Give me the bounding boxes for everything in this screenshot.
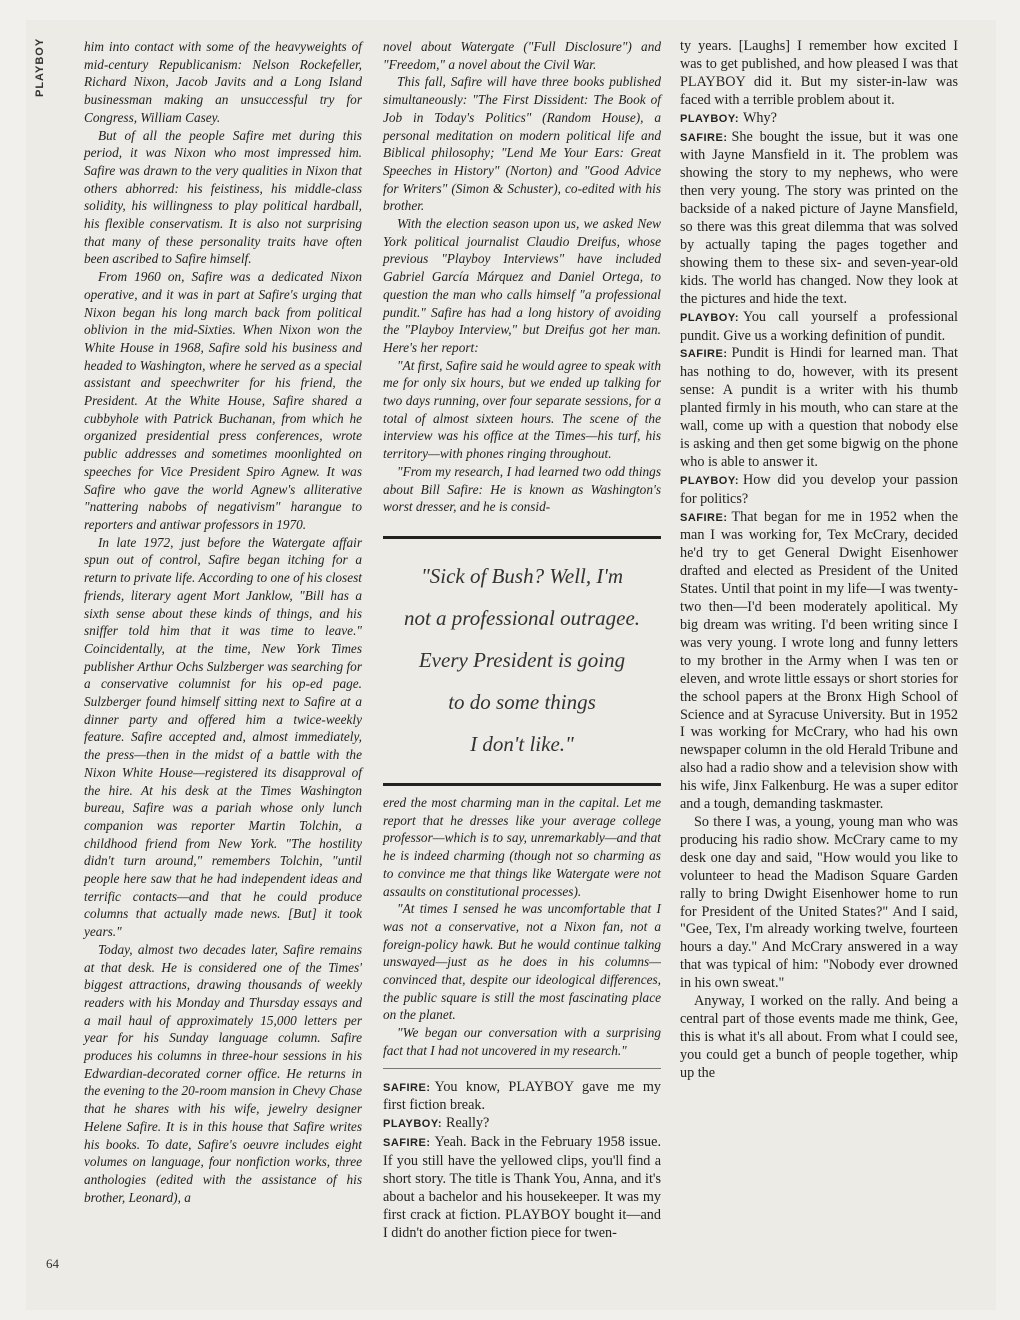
speaker-label: PLAYBOY: bbox=[383, 1118, 443, 1131]
intro-paragraph: "At times I sensed he was uncomfortable that I was not a conservative, not a Nixon fan, not a foreign-policy hawk. But he would continue talking unswayed—just as he does in his columns—convinced that, despite our ideological differences, the public square is still the most fascinating place on the planet. bbox=[383, 901, 661, 1023]
pull-quote-line: Every President is going bbox=[418, 648, 626, 672]
page-number: 64 bbox=[46, 1256, 59, 1271]
qa-paragraph bbox=[680, 472, 958, 509]
answer-text: That began for me in 1952 when the man I was working for, Tex McCrary, decided he'd try to get General Dwight Eisenhower drafted and elected as President of the United States. Until that point in my life—I was twenty-two then—I'd been moderately apolitical. My big dream was writing. I'd been writing since I was very young. I wrote long and funny letters to my brother in the Army when I was ten or eleven, and wrote little essays or short stories for the school papers at the Bronx High School of Science and at Syracuse University. But in 1952 I was working for McCrary, who had his own newspaper column in the old Herald Tribune and also had a radio show and a television show with his wife, Jinx Falkenburg. He was a super editor and a tough, demanding taskmaster. bbox=[680, 508, 958, 813]
masthead: PLAYBOY bbox=[34, 38, 46, 98]
pull-quote bbox=[383, 536, 661, 786]
intro-paragraph: novel about Watergate ("Full Disclosure") and "Freedom," a novel about the Civil War. bbox=[383, 39, 661, 72]
speaker-label: SAFIRE: bbox=[680, 511, 728, 524]
speaker-label: SAFIRE: bbox=[383, 1081, 431, 1094]
speaker-label: SAFIRE: bbox=[383, 1137, 431, 1150]
intro-paragraph: ered the most charming man in the capital. Let me report that he dresses like your average college professor—which is to say, unremarkably—and that he is indeed charming (though not so charming as to convince me that things like Watergate were not assaults on constitutional processes). bbox=[383, 795, 661, 899]
intro-paragraph: From 1960 on, Safire was a dedicated Nixon operative, and it was in part at Safire's urging that Nixon began his long march back from political oblivion in the mid-Sixties. When Nixon won the White House in 1968, Safire sold his business and headed to Washington, where he served as a special assistant and speechwriter for his friend, the President. At the White House, Safire shared a cubbyhole with Patrick Buchanan, from which he organized presidential press conferences, wrote public addresses and sometimes moonlighted on speeches for Vice President Spiro Agnew. It was Safire who gave the world Agnew's alliterative "nattering nabobs of negativism" harangue to reporters and antiwar professors in 1970. bbox=[84, 269, 362, 532]
answer-text: So there I was, a young, young man who was producing his radio show. McCrary came to my desk one day and said, "How would you like to volunteer to head the Madison Square Garden rally to bring Dwight Eisenhower home to run for President of the United States?" And I said, "Gee, Tex, I'm already working twelve, fourteen hours a day." And McCrary answered in a way that was typical of him: "Nobody ever drowned in his own sweat." bbox=[680, 813, 958, 992]
pull-quote-line: "Sick of Bush? Well, I'm bbox=[420, 564, 624, 588]
intro-paragraph: Today, almost two decades later, Safire remains at that desk. He is considered one of the Times' biggest attractions, drawing thousands of weekly readers with his Monday and Thursday essays and a mail haul of approximately 15,000 letters per year for his Sunday language column. Safire produces his columns in three-hour sessions in his Edwardian-decorated corner office. He returns in the evening to the 20-room mansion in Chevy Chase that he shares with his wife, jewelry designer Helene Safire. It is in this house that Safire writes his books. To date, Safire's oeuvre includes eight volumes on language, four nonfiction works, three anthologies (edited with the assistance of his brother, Leonard), a bbox=[84, 941, 362, 1205]
intro-paragraph: him into contact with some of the heavyweights of mid-century Republicanism: Nelson Rockefeller, Richard Nixon, Jacob Javits and a Long Island businessman making an unsuccessful try for Congress, William Casey. bbox=[84, 39, 362, 125]
answer-text: Pundit is Hindi for learned man. That has nothing to do, however, with its present sense: A pundit is a writer with his thumb planted firmly in his mouth, who can stare at the wall, come up with a question that nobody else is asking and then get some bigwig on the phone who is able to answer it. bbox=[680, 345, 958, 470]
answer-text: Yeah. Back in the February 1958 issue. If you still have the yellowed clips, you'll find a short story. The title is Thank You, Anna, and it's about a bachelor and his housekeeper. It was my first crack at fiction. PLAYBOY bought it—and I didn't do another fiction piece for twen- bbox=[383, 1134, 661, 1241]
speaker-label: SAFIRE: bbox=[680, 348, 728, 361]
question-text: You call yourself a professional pundit. Give us a working definition of pundit. bbox=[680, 308, 958, 344]
intro-paragraph: But of all the people Safire met during this period, it was Nixon who most impressed him. Safire was drawn to the very qualities in Nixon that others abhorred: his feistiness, his middle-class solidity, his willingness to play political hardball, his flexible conservatism. It is also not surprising that many of these personality traits have often been ascribed to Safire himself. bbox=[84, 127, 362, 267]
qa-paragraph bbox=[383, 1134, 661, 1242]
intro-paragraph: "From my research, I had learned two odd things about Bill Safire: He is known as Washington's worst dresser, and he is consid- bbox=[383, 463, 661, 515]
qa-paragraph bbox=[680, 345, 958, 471]
pull-quote-line: not a professional outragee. bbox=[403, 606, 641, 630]
qa-paragraph bbox=[383, 1115, 661, 1134]
answer-text: Anyway, I worked on the rally. And being a central part of those events made me think, Gee, this is what it's all about. From what I could see, you could get a bunch of people together, whip up the bbox=[680, 993, 958, 1081]
intro-column-2 bbox=[383, 38, 661, 516]
qa-paragraph bbox=[680, 993, 958, 1083]
speaker-label: SAFIRE: bbox=[680, 131, 728, 144]
qa-paragraph bbox=[680, 814, 958, 993]
intro-paragraph: In late 1972, just before the Watergate affair spun out of control, Safire began itching for a return to private life. According to one of his closest friends, literary agent Mort Janklow, "Bill has a sixth sense about these kinds of things, and his sniffer told him that it was time to leave." Coincidentally, at the time, New York Times publisher Arthur Ochs Sulzberger was searching for a conservative columnist for his op-ed page. Sulzberger found himself sitting next to Safire at a dinner party and offered him a twice-weekly feature. Safire accepted and, almost immediately, the press—then in the midst of a battle with the Nixon White House—registered its disapproval of the hire. At his desk at the Times Washington bureau, Safire was a pariah whose only lunch companion was reporter Martin Tolchin, a childhood friend from New York. "The hostility didn't turn around," remembers Tolchin, "until people here saw that he had independent ideas and terrific contacts—and that he could produce columns that actually made news. [But] it took years." bbox=[84, 534, 363, 940]
pull-quote-line: I don't like." bbox=[470, 732, 574, 756]
intro-column-2-continued bbox=[383, 794, 661, 1243]
qa-paragraph bbox=[680, 110, 958, 129]
speaker-label: PLAYBOY: bbox=[680, 474, 740, 487]
answer-text: You know, PLAYBOY gave me my first fiction break. bbox=[383, 1078, 661, 1114]
qa-paragraph bbox=[680, 38, 958, 110]
question-text: Why? bbox=[743, 109, 777, 126]
intro-column-1 bbox=[84, 38, 362, 1206]
intro-paragraph: This fall, Safire will have three books published simultaneously: "The First Dissident: The Book of Job in Today's Politics" (Random House), a personal meditation on modern political life and Biblical philosophy; "Lend Me Your Ears: Great Speeches in History" (Norton) and "Good Advice for Writers" (Simon & Schuster), co-edited with his brother. bbox=[383, 74, 661, 214]
interview-column-3 bbox=[680, 38, 958, 1083]
section-divider bbox=[383, 1068, 661, 1069]
qa-paragraph bbox=[680, 129, 958, 309]
qa-paragraph bbox=[383, 1079, 661, 1116]
qa-paragraph bbox=[680, 309, 958, 346]
intro-paragraph: "At first, Safire said he would agree to speak with me for only six hours, but we ended up talking for two days running, over four separate sessions, for a total of almost sixteen hours. The scene of the interview was his office at the Times—his turf, his territory—with phones ringing throughout. bbox=[383, 357, 661, 462]
answer-text: She bought the issue, but it was one with Jayne Mansfield in it. The problem was showing the story to my nephews, who were then very young. The story was printed on the backside of a naked picture of Jayne Mansfield, so there was this great dilemma that was solved by actually taping the pages together and showing them to these six- and seven-year-old kids. The world has changed. Now they look at the pictures and hide the text. bbox=[680, 128, 958, 307]
pull-quote-line: to do some things bbox=[448, 690, 596, 714]
answer-text: ty years. [Laughs] I remember how excited I was to get published, and how pleased I was that PLAYBOY did it. But my sister-in-law was faced with a terrible problem about it. bbox=[680, 38, 958, 108]
speaker-label: PLAYBOY: bbox=[680, 112, 740, 125]
question-text: How did you develop your passion for politics? bbox=[680, 471, 958, 507]
speaker-label: PLAYBOY: bbox=[680, 311, 740, 324]
intro-paragraph: "We began our conversation with a surprising fact that I had not uncovered in my research." bbox=[383, 1025, 661, 1058]
question-text: Really? bbox=[446, 1115, 490, 1132]
intro-paragraph: With the election season upon us, we asked New York political journalist Claudio Dreifus, whose previous "Playboy Interviews" have included Gabriel García Márquez and Daniel Ortega, to question the man who calls himself "a professional pundit." Safire has had a long history of avoiding the "Playboy Interview," but Dreifus got her man. Here's her report: bbox=[383, 216, 661, 355]
qa-paragraph bbox=[680, 509, 958, 814]
